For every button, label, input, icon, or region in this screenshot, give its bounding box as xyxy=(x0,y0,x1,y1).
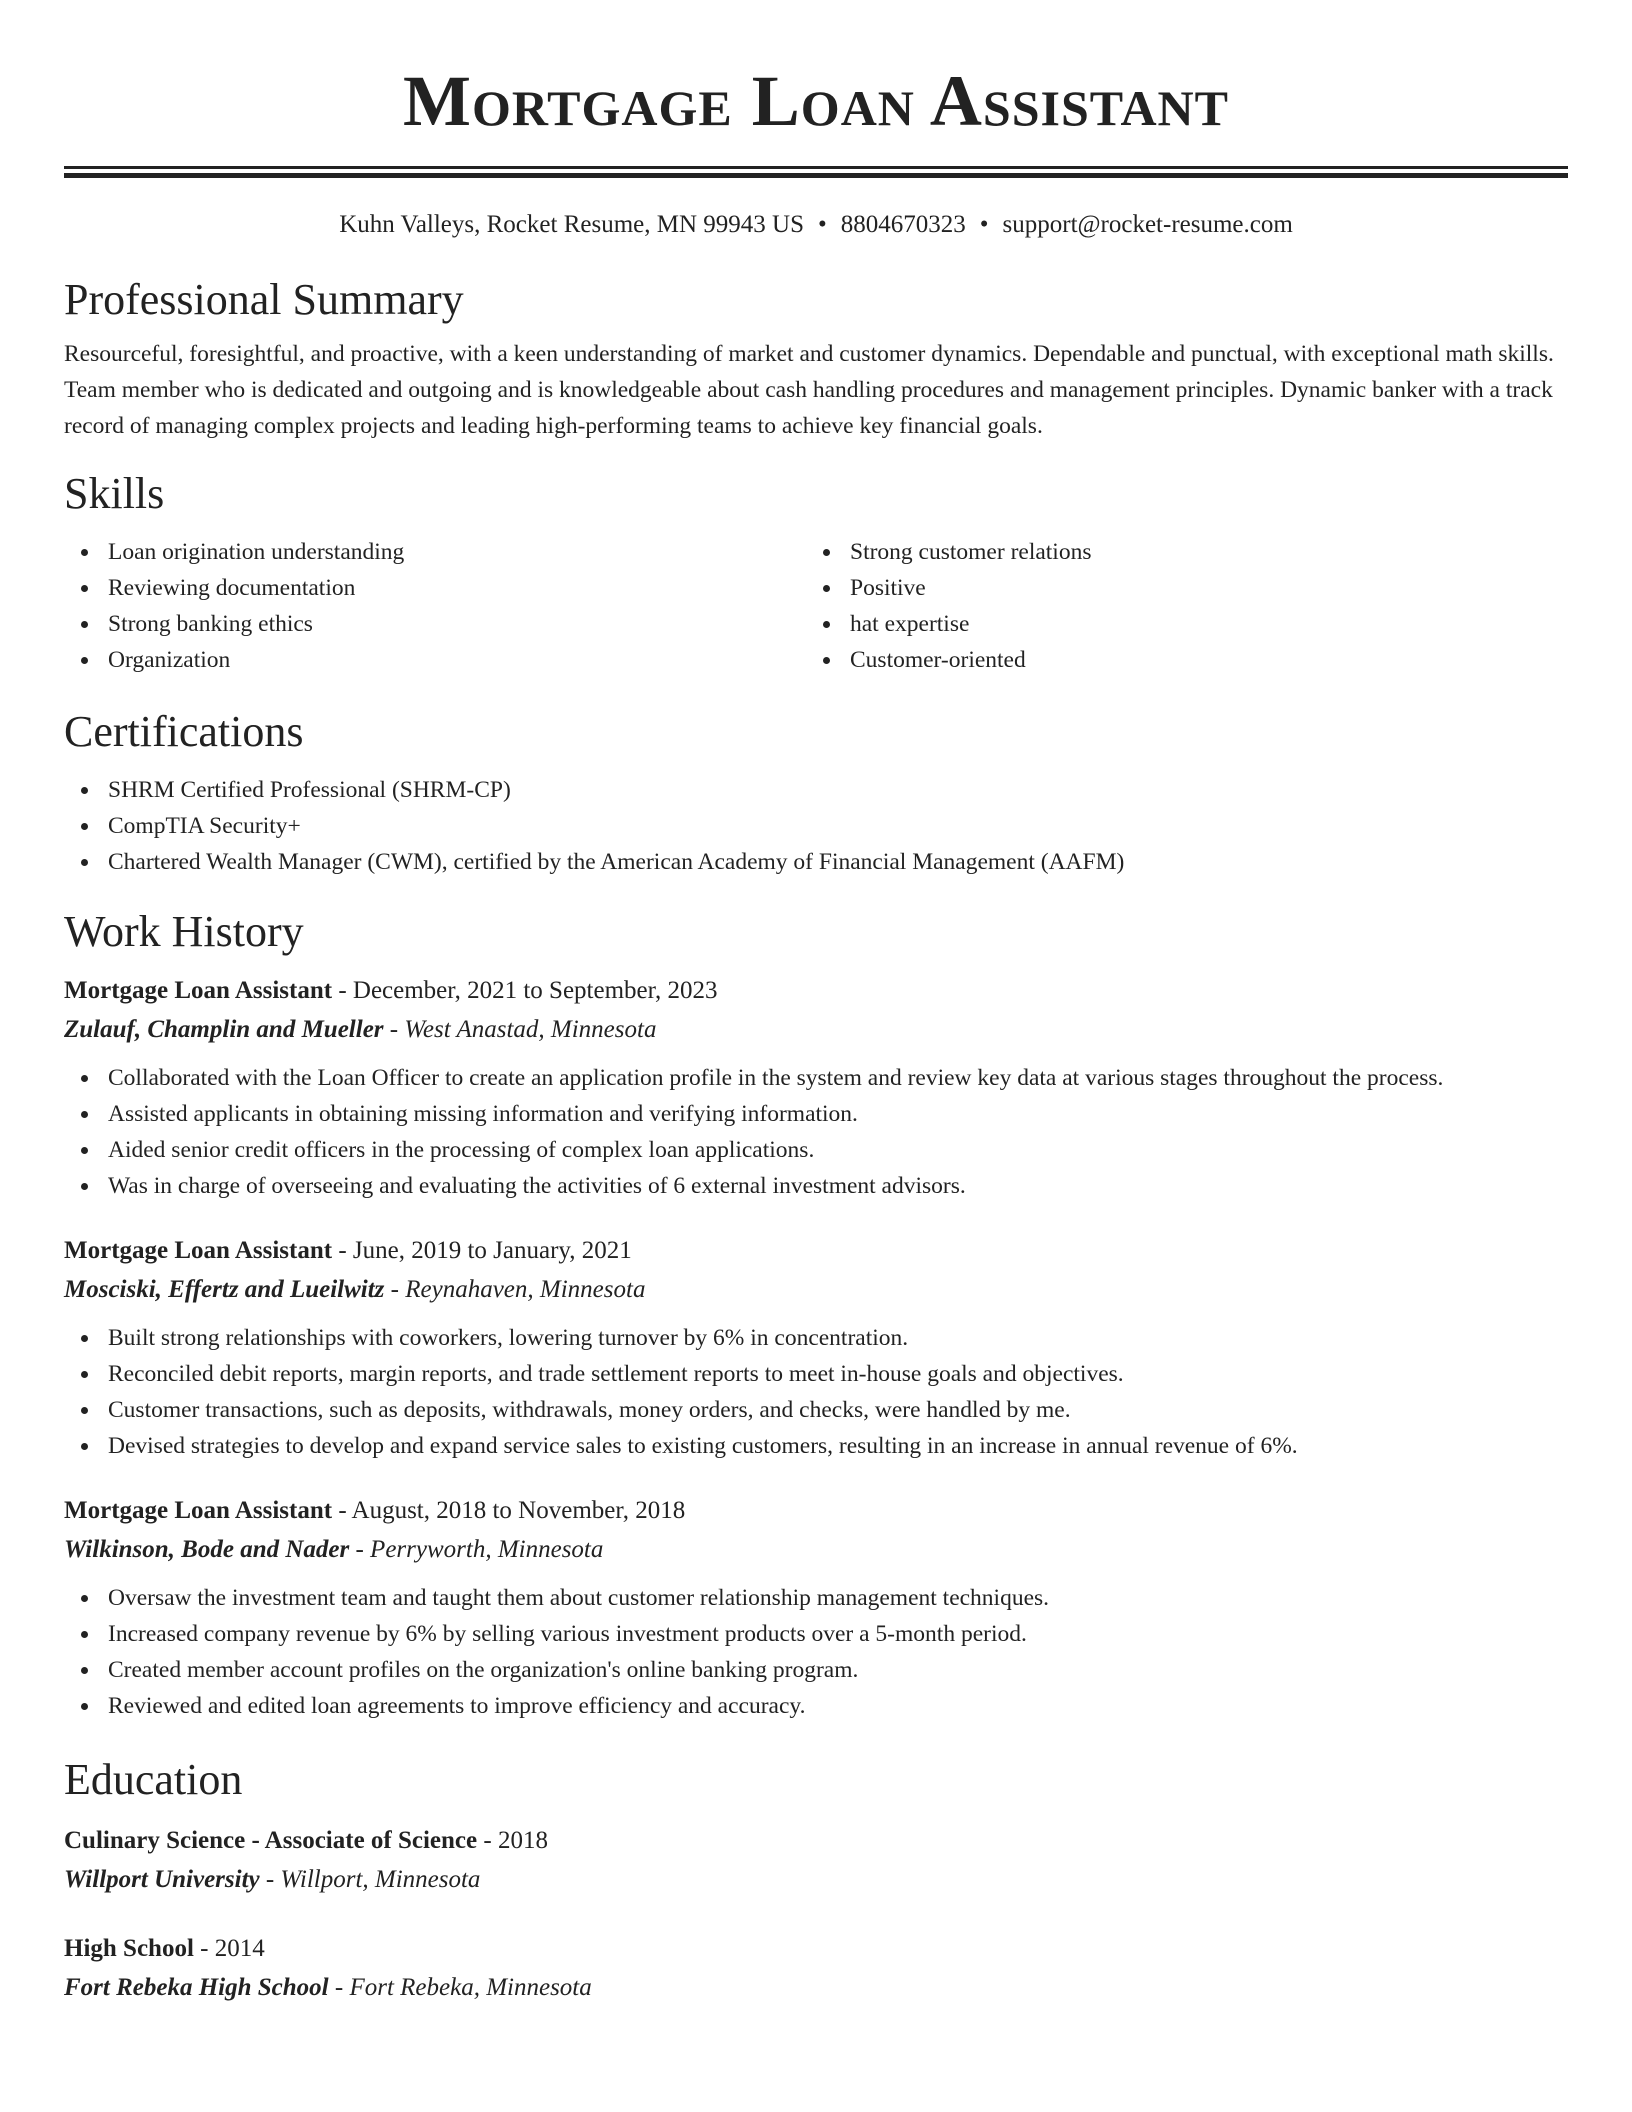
job-dates: - December, 2021 to September, 2023 xyxy=(332,977,718,1004)
title-rule-top xyxy=(64,166,1568,169)
education-school-line xyxy=(64,1860,1568,1900)
skill-item: Customer-oriented xyxy=(806,642,1548,678)
job-company: Mosciski, Effertz and Lueilwitz xyxy=(64,1276,385,1303)
job-entry xyxy=(64,1492,1568,1724)
skill-item: Organization xyxy=(64,642,806,678)
job-title-line xyxy=(64,1492,1568,1530)
job-bullets xyxy=(64,1580,1568,1724)
contact-line xyxy=(64,208,1568,242)
education-year: - 2014 xyxy=(193,1935,265,1962)
skill-item: Strong banking ethics xyxy=(64,606,806,642)
job-company-line xyxy=(64,1270,1568,1310)
contact-separator: • xyxy=(817,211,827,238)
certification-item: Chartered Wealth Manager (CWM), certified by the American Academy of Financial Management (AAFM) xyxy=(64,844,1568,880)
education-degree-line xyxy=(64,1930,1568,1968)
summary-heading: Professional Summary xyxy=(64,275,464,324)
education-school: Fort Rebeka High School xyxy=(64,1974,329,2001)
job-bullet: Oversaw the investment team and taught them about customer relationship management techniques. xyxy=(64,1580,1568,1616)
job-bullet: Collaborated with the Loan Officer to create an application profile in the system and review key data at various stages throughout the process. xyxy=(64,1060,1568,1096)
job-dates: - August, 2018 to November, 2018 xyxy=(332,1497,686,1524)
contact-separator: • xyxy=(979,211,989,238)
education-entry xyxy=(64,1822,1568,1900)
job-bullet: Devised strategies to develop and expand service sales to existing customers, resulting in an increase in annual revenue of 6%. xyxy=(64,1428,1568,1464)
job-bullet: Built strong relationships with coworkers, lowering turnover by 6% in concentration. xyxy=(64,1320,1568,1356)
job-entry xyxy=(64,1232,1568,1464)
skill-item: Loan origination understanding xyxy=(64,534,806,570)
education-location: - Willport, Minnesota xyxy=(259,1866,481,1893)
work-history-heading: Work History xyxy=(64,907,304,956)
job-bullet: Created member account profiles on the organization's online banking program. xyxy=(64,1652,1568,1688)
education-location: - Fort Rebeka, Minnesota xyxy=(328,1974,592,2001)
contact-phone: 8804670323 xyxy=(840,211,966,238)
skill-item: Positive xyxy=(806,570,1548,606)
education-school: Willport University xyxy=(64,1866,260,1893)
education-heading: Education xyxy=(64,1755,243,1804)
job-company: Zulauf, Champlin and Mueller xyxy=(64,1016,384,1043)
skills-columns xyxy=(64,534,1568,678)
title-rule-bottom xyxy=(64,173,1568,178)
job-location: - Reynahaven, Minnesota xyxy=(384,1276,646,1303)
education-degree: High School xyxy=(64,1935,194,1962)
job-company: Wilkinson, Bode and Nader xyxy=(64,1536,350,1563)
certifications-list xyxy=(64,772,1568,880)
education-degree-line xyxy=(64,1822,1568,1860)
contact-email: support@rocket-resume.com xyxy=(1002,211,1293,238)
job-bullet: Customer transactions, such as deposits, withdrawals, money orders, and checks, were handled by me. xyxy=(64,1392,1568,1428)
job-title: Mortgage Loan Assistant xyxy=(64,1497,333,1524)
certification-item: CompTIA Security+ xyxy=(64,808,1568,844)
job-title: Mortgage Loan Assistant xyxy=(64,1237,333,1264)
job-location: - West Anastad, Minnesota xyxy=(383,1016,657,1043)
job-bullet: Was in charge of overseeing and evaluating the activities of 6 external investment advisors. xyxy=(64,1168,1568,1204)
job-title-line xyxy=(64,972,1568,1010)
job-location: - Perryworth, Minnesota xyxy=(349,1536,604,1563)
job-entry xyxy=(64,972,1568,1204)
job-dates: - June, 2019 to January, 2021 xyxy=(332,1237,632,1264)
job-bullet: Reviewed and edited loan agreements to improve efficiency and accuracy. xyxy=(64,1688,1568,1724)
job-company-line xyxy=(64,1530,1568,1570)
job-bullet: Reconciled debit reports, margin reports, and trade settlement reports to meet in-house goals and objectives. xyxy=(64,1356,1568,1392)
skill-item: Strong customer relations xyxy=(806,534,1548,570)
contact-address: Kuhn Valleys, Rocket Resume, MN 99943 US xyxy=(339,211,804,238)
job-bullet: Aided senior credit officers in the processing of complex loan applications. xyxy=(64,1132,1568,1168)
job-bullet: Increased company revenue by 6% by selling various investment products over a 5-month period. xyxy=(64,1616,1568,1652)
education-degree: Culinary Science - Associate of Science xyxy=(64,1827,478,1854)
resume-title: Mortgage Loan Assistant xyxy=(402,61,1230,141)
education-school-line xyxy=(64,1968,1568,2008)
skills-heading: Skills xyxy=(64,469,165,518)
education-entry xyxy=(64,1930,1568,2008)
certification-item: SHRM Certified Professional (SHRM-CP) xyxy=(64,772,1568,808)
skill-item: hat expertise xyxy=(806,606,1548,642)
certifications-heading: Certifications xyxy=(64,707,304,756)
job-bullets xyxy=(64,1320,1568,1464)
skills-list-right xyxy=(806,534,1548,678)
job-bullet: Assisted applicants in obtaining missing information and verifying information. xyxy=(64,1096,1568,1132)
job-company-line xyxy=(64,1010,1568,1050)
education-year: - 2018 xyxy=(477,1827,548,1854)
job-bullets xyxy=(64,1060,1568,1204)
skill-item: Reviewing documentation xyxy=(64,570,806,606)
job-title: Mortgage Loan Assistant xyxy=(64,977,333,1004)
summary-text: Resourceful, foresightful, and proactive, with a keen understanding of market and customer dynamics. Dependable and punctual, with exceptional math skills. Team member who is dedicated and outgoing and is knowledgeable about cash handling procedures and management principles. Dynamic banker with a track record of managing complex projects and leading high-performing teams to achieve key financial goals. xyxy=(64,341,1554,439)
job-title-line xyxy=(64,1232,1568,1270)
skills-list-left xyxy=(64,534,806,678)
